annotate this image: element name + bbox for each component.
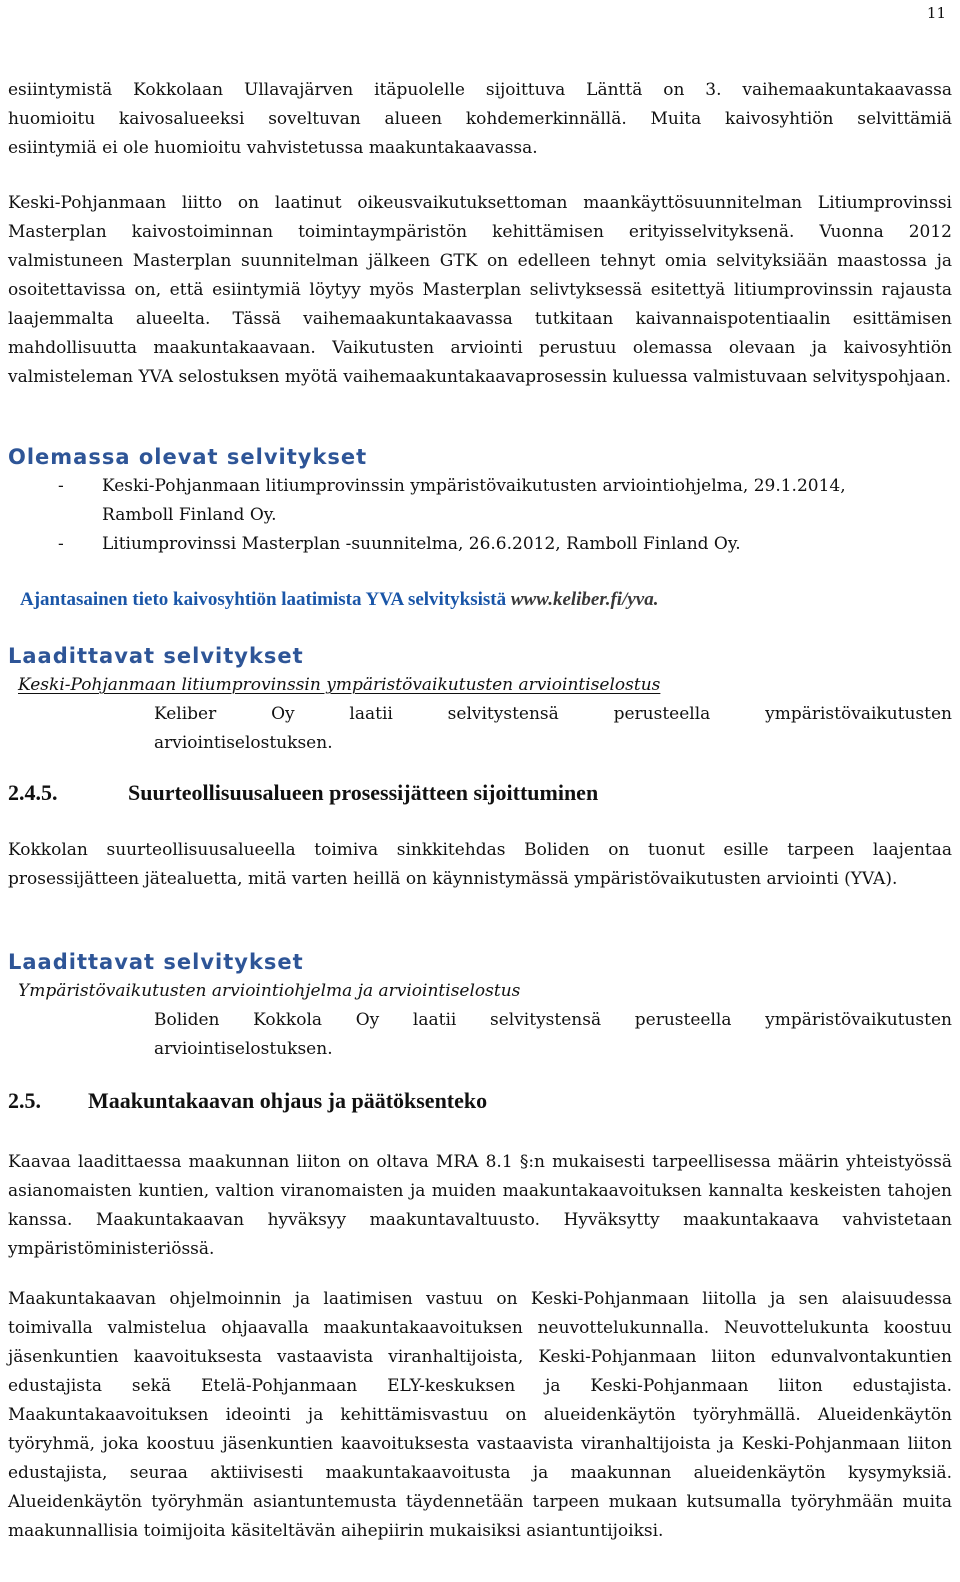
callout-text: Ajantasainen tieto kaivosyhtiön laatimista YVA selvityksistä — [20, 589, 511, 610]
prepared-studies-2 — [8, 947, 952, 1064]
prepared-studies-heading: Laadittavat selvitykset — [8, 644, 304, 668]
prepared-study-text-line: Keliber Oy laatii selvitystensä perusteella ympäristövaikutusten — [154, 704, 952, 724]
section-number: 2.4.5. — [8, 780, 58, 805]
keliber-link[interactable]: www.keliber.fi/yva. — [510, 589, 659, 610]
masterplan-paragraph: Keski-Pohjanmaan liitto on laatinut oikeusvaikutuksettoman maankäyttösuunnitelman Litiumprovinssi Masterplan kaivostoiminnan toimintaympäristön kehittämisen erityisselvityksenä. Vuonna 2012 valmistuneen Masterplan suunnitelman jälkeen GTK on edelleen tehnyt omia selvityksiään maastossa ja osoitettavissa on, että esiintymiä löytyy myös Masterplan selivtyksessä esitettyä litiumprovinssin rajausta laajemmalta alueelta. Tässä vaihemaakuntakaavassa tutkitaan kaivannaispotentiaalin esittämisen mahdollisuutta maakuntakaavaan. Vaikutusten arviointi perustuu olemassa olevaan ja kaivosyhtiön valmisteleman YVA selostuksen myötä vaihemaakuntakaavaprosessin kuluessa valmistuvaan selvityspohjaan. — [8, 193, 952, 387]
prepared-study-text-line: arviointiselostuksen. — [154, 1039, 333, 1059]
prepared-study-text-line: arviointiselostuksen. — [154, 733, 333, 753]
prepared-studies-1 — [8, 641, 952, 758]
list-item-line: Keski-Pohjanmaan litiumprovinssin ympäristövaikutusten arviointiohjelma, 29.1.2014, — [102, 476, 846, 496]
section-heading — [8, 777, 952, 809]
prepared-studies-heading: Laadittavat selvitykset — [8, 950, 304, 974]
existing-studies-section — [8, 442, 952, 559]
prepared-study-text-line: Boliden Kokkola Oy laatii selvitystensä perusteella ympäristövaikutusten — [154, 1010, 952, 1030]
list-dash: - — [58, 476, 64, 496]
section-heading — [8, 1085, 952, 1117]
intro-line-2: huomioitu kaivosalueeksi soveltuvan alueen kohdemerkinnällä. Muita kaivosyhtiön selvittämiä — [8, 109, 952, 129]
existing-studies-heading: Olemassa olevat selvitykset — [8, 445, 368, 469]
list-item-line: Litiumprovinssi Masterplan -suunnitelma, 26.6.2012, Ramboll Finland Oy. — [102, 534, 741, 554]
section-number: 2.5. — [8, 1088, 41, 1113]
list-item — [8, 530, 952, 559]
document-page — [8, 0, 952, 1582]
prepared-study-title: Ympäristövaikutusten arviointiohjelma ja arviointiselostus — [18, 981, 521, 1001]
list-dash: - — [58, 534, 64, 554]
section-title: Suurteollisuusalueen prosessijätteen sijoittuminen — [128, 780, 599, 805]
list-item — [8, 472, 952, 530]
intro-paragraph — [8, 76, 952, 163]
prepared-study-title: Keski-Pohjanmaan litiumprovinssin ympäristövaikutusten arviointiselostus — [18, 675, 661, 695]
page-number: 11 — [926, 4, 946, 22]
list-item-line: Ramboll Finland Oy. — [102, 505, 277, 525]
yva-callout — [8, 585, 952, 615]
section-2-5 — [8, 1085, 952, 1117]
section-2-4-5 — [8, 777, 952, 809]
section-2-5-paragraph-2: Maakuntakaavan ohjelmoinnin ja laatimisen vastuu on Keski-Pohjanmaan liitolla ja sen alaisuudessa toimivalla valmistelua ohjaavalla maakuntakaavoituksen neuvottelukunnalla. Neuvottelukunta koostuu jäsenkuntien kaavoituksesta vastaavista viranhaltijoista, Keski-Pohjanmaan liiton edunvalvontakuntien edustajista sekä Etelä-Pohjanmaan ELY-keskuksen ja Keski-Pohjanmaan liiton edustajista. Maakuntakaavoituksen ideointi ja kehittämisvastuu on alueidenkäytön työryhmällä. Alueidenkäytön työryhmä, joka koostuu jäsenkuntien kaavoituksesta vastaavista viranhaltijoista ja Keski-Pohjanmaan liiton edustajista, seuraa aktiivisesti maakuntakaavoitusta ja maakunnan alueidenkäytön kysymyksiä. Alueidenkäytön työryhmän asiantuntemusta täydennetään tarpeen mukaan kutsumalla työryhmään muita maakunnallisia toimijoita käsiteltävän aihepiirin mukaisiksi asiantuntijoiksi. — [8, 1289, 952, 1541]
section-2-5-paragraph-1: Kaavaa laadittaessa maakunnan liiton on oltava MRA 8.1 §:n mukaisesti tarpeellisessa määrin yhteistyössä asianomaisten kuntien, valtion viranomaisten ja muiden maakuntakaavoituksen kannalta keskeisten tahojen kanssa. Maakuntakaavan hyväksyy maakuntavaltuusto. Hyväksytty maakuntakaava vahvistetaan ympäristöministeriössä. — [8, 1152, 952, 1259]
intro-line-3: esiintymiä ei ole huomioitu vahvistetussa maakuntakaavassa. — [8, 138, 538, 158]
intro-line-1: esiintymistä Kokkolaan Ullavajärven itäpuolelle sijoittuva Länttä on 3. vaihemaakuntakaavassa — [8, 80, 952, 100]
section-2-4-5-paragraph: Kokkolan suurteollisuusalueella toimiva sinkkitehdas Boliden on tuonut esille tarpeen laajentaa prosessijätteen jätealuetta, mitä varten heillä on käynnistymässä ympäristövaikutusten arviointi (YVA). — [8, 840, 952, 889]
existing-studies-list — [8, 472, 952, 559]
section-title: Maakuntakaavan ohjaus ja päätöksenteko — [88, 1088, 488, 1113]
